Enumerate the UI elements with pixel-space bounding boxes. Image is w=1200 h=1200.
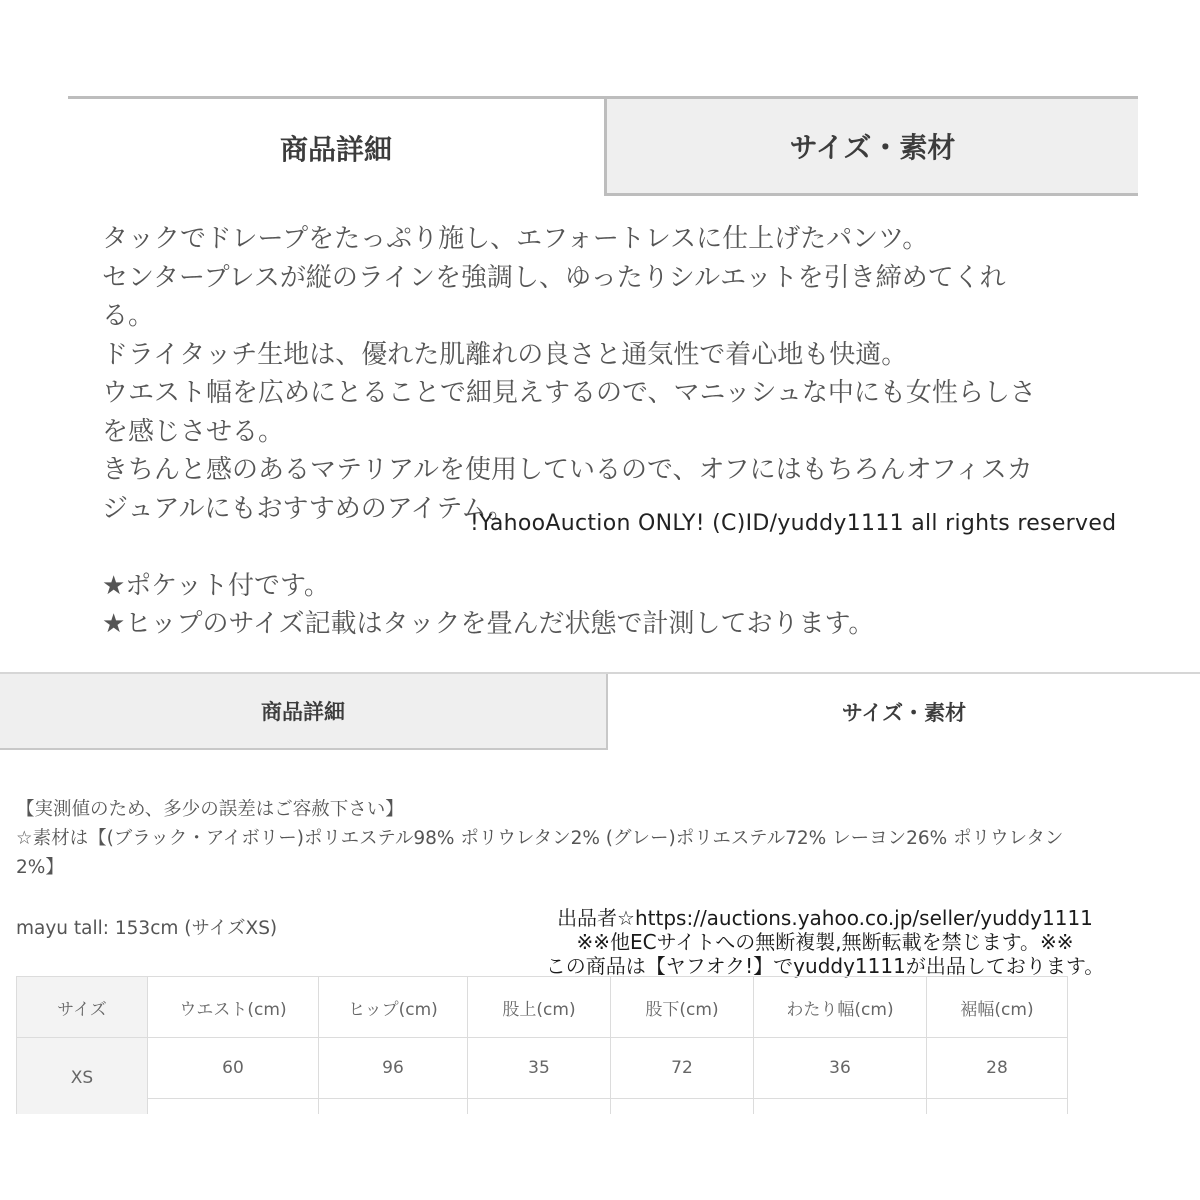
description-note: ★ヒップのサイズ記載はタックを畳んだ状態で計測しております。 [102, 609, 875, 639]
description-line: る。 [102, 301, 155, 331]
description-line: タックでドレープをたっぷり施し、エフォートレスに仕上げたパンツ。 [102, 224, 929, 254]
material-note-cont: 2%】 [16, 857, 64, 878]
top-tab-bar [68, 96, 1138, 196]
table-header-cell: ウエスト(cm) [148, 977, 319, 1038]
table-cell: 60 [148, 1038, 319, 1099]
table-corner-cell: サイズ [17, 977, 148, 1038]
table-header-row [17, 977, 1068, 1038]
table-header-cell: 裾幅(cm) [927, 977, 1068, 1038]
measurement-note: 【実測値のため、多少の誤差はご容赦下さい】 [16, 799, 404, 820]
table-size-cell: XS [17, 1038, 148, 1118]
model-info: mayu tall: 153cm (サイズXS) [16, 918, 278, 939]
table-cell: 96 [319, 1038, 468, 1099]
tab-size-material[interactable] [608, 674, 1200, 750]
tab-product-details[interactable] [68, 96, 604, 196]
material-note: ☆素材は【(ブラック・アイボリー)ポリエステル98% ポリウレタン2% (グレー)ポリエステル72% レーヨン26% ポリウレタン [16, 828, 1064, 849]
tab-size-material[interactable] [604, 96, 1138, 196]
description-line: きちんと感のあるマテリアルを使用しているので、オフにはもちろんオフィスカ [102, 455, 1033, 485]
tab-size-material-label: サイズ・素材 [789, 131, 956, 164]
table-cell: 36 [754, 1038, 927, 1099]
tab-product-details-label: 商品詳細 [279, 132, 392, 166]
size-table [16, 976, 1068, 1118]
table-row [17, 1038, 1068, 1099]
tab-product-details[interactable] [0, 674, 608, 750]
description-line: センタープレスが縦のラインを強調し、ゆったりシルエットを引き締めてくれ [102, 262, 1006, 293]
watermark-listing-line: この商品は【ヤフオク!】でyuddy1111が出品しております。 [545, 954, 1105, 978]
product-description [102, 220, 1112, 644]
watermark-copy-line: ※※他ECサイトへの無断複製,無断転載を禁じます。※※ [576, 930, 1074, 954]
table-cell: 28 [927, 1038, 1068, 1099]
table-header-cell: ヒップ(cm) [319, 977, 468, 1038]
tab-product-details-label: 商品詳細 [261, 700, 345, 724]
crop-mask [0, 1114, 1200, 1200]
size-notes [16, 795, 1196, 882]
description-line: ジュアルにもおすすめのアイテム。 [102, 493, 514, 524]
table-cell: 72 [611, 1038, 754, 1099]
table-header-cell: わたり幅(cm) [754, 977, 927, 1038]
tab-size-material-label: サイズ・素材 [841, 701, 967, 725]
description-note: ★ポケット付です。 [102, 570, 330, 601]
watermark-top: !YahooAuction ONLY! (C)ID/yuddy1111 all rights reserved [470, 511, 1117, 536]
table-header-cell: 股下(cm) [611, 977, 754, 1038]
description-line: ウエスト幅を広めにとることで細見えするので、マニッシュな中にも女性らしさ [102, 378, 1036, 408]
watermark-bottom [505, 906, 1145, 978]
bottom-tab-bar [0, 672, 1200, 750]
table-cell: 35 [468, 1038, 611, 1099]
watermark-seller-line: 出品者☆https://auctions.yahoo.co.jp/seller/yuddy1111 [557, 906, 1093, 930]
description-line: ドライタッチ生地は、優れた肌離れの良さと通気性で着心地も快適。 [102, 339, 908, 370]
description-line: を感じさせる。 [102, 416, 285, 447]
table-header-cell: 股上(cm) [468, 977, 611, 1038]
